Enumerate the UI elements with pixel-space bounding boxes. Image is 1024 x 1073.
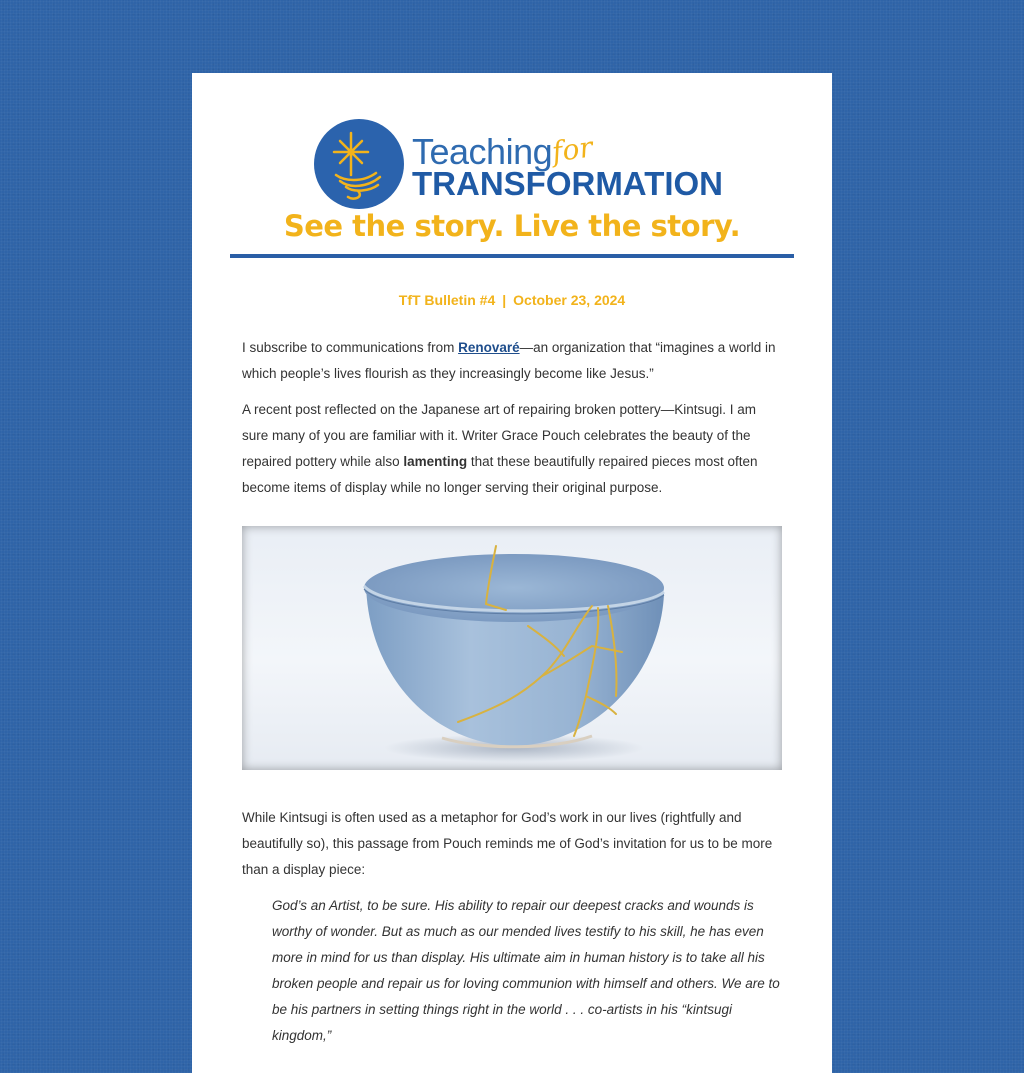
header-divider: [230, 254, 794, 258]
p1-text-before: I subscribe to communications from: [242, 340, 459, 355]
p2-bold-lamenting: lamenting: [403, 454, 468, 469]
star-boat-logo-icon: [314, 119, 404, 209]
p2-text-before: A recent post reflected on the Japanese art of repairing broken pottery—Kintsugi. I am sure many of you are familiar with it. Writer Grace Pouch celebrates the beauty of the repaired pottery while also: [242, 402, 757, 469]
renovare-link[interactable]: Renovaré: [458, 340, 520, 355]
logo-transformation-text: TRANSFORMATION: [412, 165, 724, 202]
paragraph-metaphor: [242, 805, 786, 883]
newsletter-header: [192, 73, 832, 263]
paragraph-intro: [242, 335, 786, 387]
newsletter-card: [192, 73, 832, 1073]
quote-text: God’s an Artist, to be sure. His ability to repair our deepest cracks and wounds is worthy of wonder. But as much as our mended lives testify to his skill, he has even more in mind for us than display. His ultimate aim in human history is to take all his broken people and repair us for loving communion with himself and others. We are to be his partners in setting things right in the world . . . co-artists in his “kintsugi kingdom,”: [272, 898, 780, 1043]
pouch-quote: [272, 893, 786, 1049]
p1-text-after: —an organization that “imagines a world in which people’s lives flourish as they increasingly become like Jesus.”: [242, 340, 776, 381]
bulletin-line: [192, 292, 832, 308]
tagline: See the story. Live the story.: [283, 209, 741, 243]
kintsugi-bowl-image: [242, 526, 782, 770]
bulletin-separator: |: [502, 292, 507, 308]
p3-text: While Kintsugi is often used as a metaphor for God’s work in our lives (rightfully and beautifully so), this passage from Pouch reminds me of God’s invitation for us to be more than a display piece:: [242, 810, 773, 877]
logo-teaching-text: Teaching: [412, 131, 553, 172]
logo-for-text: for: [549, 130, 595, 169]
paragraph-kintsugi: [242, 397, 786, 501]
p2-text-after: that these beautifully repaired pieces most often become items of display while no longer serving their original purpose.: [242, 454, 758, 495]
bulletin-date: October 23, 2024: [513, 292, 626, 308]
bulletin-issue: TfT Bulletin #4: [398, 292, 496, 308]
